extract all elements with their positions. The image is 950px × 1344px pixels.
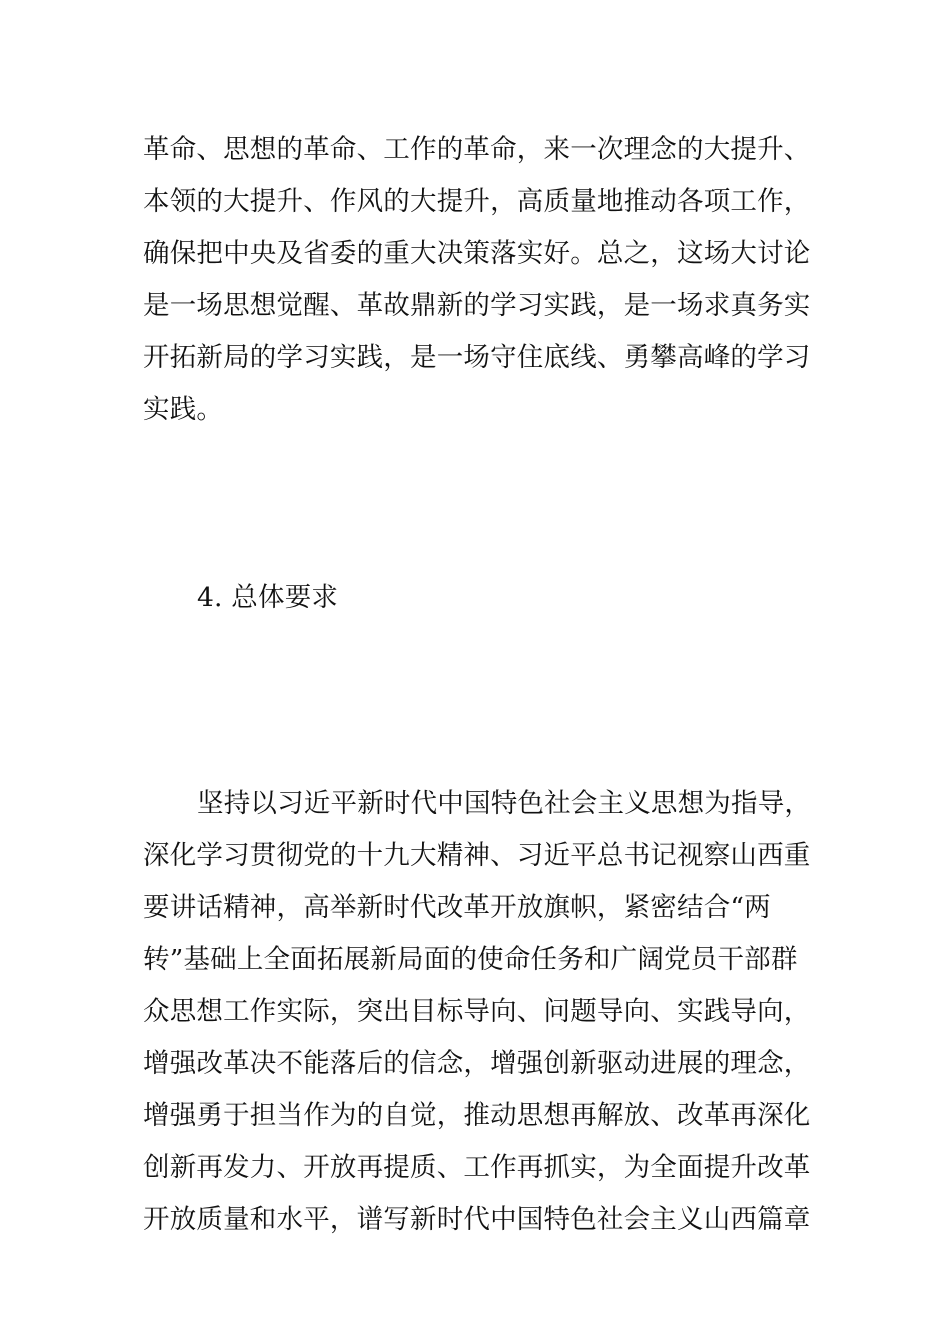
text-line: 要讲话精神，高举新时代改革开放旗帜，紧密结合“两 — [143, 892, 771, 923]
paragraph-continuation — [143, 124, 813, 436]
text-line: 创新再发力、开放再提质、工作再抓实，为全面提升改革 — [143, 1152, 811, 1183]
text-line: 确保把中央及省委的重大决策落实好。总之，这场大讨论 — [143, 238, 811, 269]
text-line: 坚持以习近平新时代中国特色社会主义思想为指导， — [197, 788, 812, 819]
text-line: 增强改革决不能落后的信念，增强创新驱动进展的理念， — [143, 1048, 811, 1079]
text-line: 开放质量和水平，谱写新时代中国特色社会主义山西篇章 — [143, 1204, 811, 1235]
text-line: 实践。 — [143, 394, 224, 425]
text-line: 增强勇于担当作为的自觉，推动思想再解放、改革再深化 — [143, 1100, 811, 1131]
text-line: 是一场思想觉醒、革故鼎新的学习实践，是一场求真务实 — [143, 290, 811, 321]
text-line: 开拓新局的学习实践，是一场守住底线、勇攀高峰的学习 — [143, 342, 811, 373]
text-line: 本领的大提升、作风的大提升，高质量地推动各项工作， — [143, 186, 811, 217]
paragraph-requirements — [143, 778, 813, 1246]
text-line: 转”基础上全面拓展新局面的使命任务和广阔党员干部群 — [143, 944, 798, 975]
section-heading-text: 4. 总体要求 — [197, 582, 339, 613]
section-heading — [143, 572, 813, 624]
text-line: 众思想工作实际，突出目标导向、问题导向、实践导向， — [143, 996, 811, 1027]
text-line: 革命、思想的革命、工作的革命，来一次理念的大提升、 — [143, 134, 811, 165]
text-line: 深化学习贯彻党的十九大精神、习近平总书记视察山西重 — [143, 840, 811, 871]
